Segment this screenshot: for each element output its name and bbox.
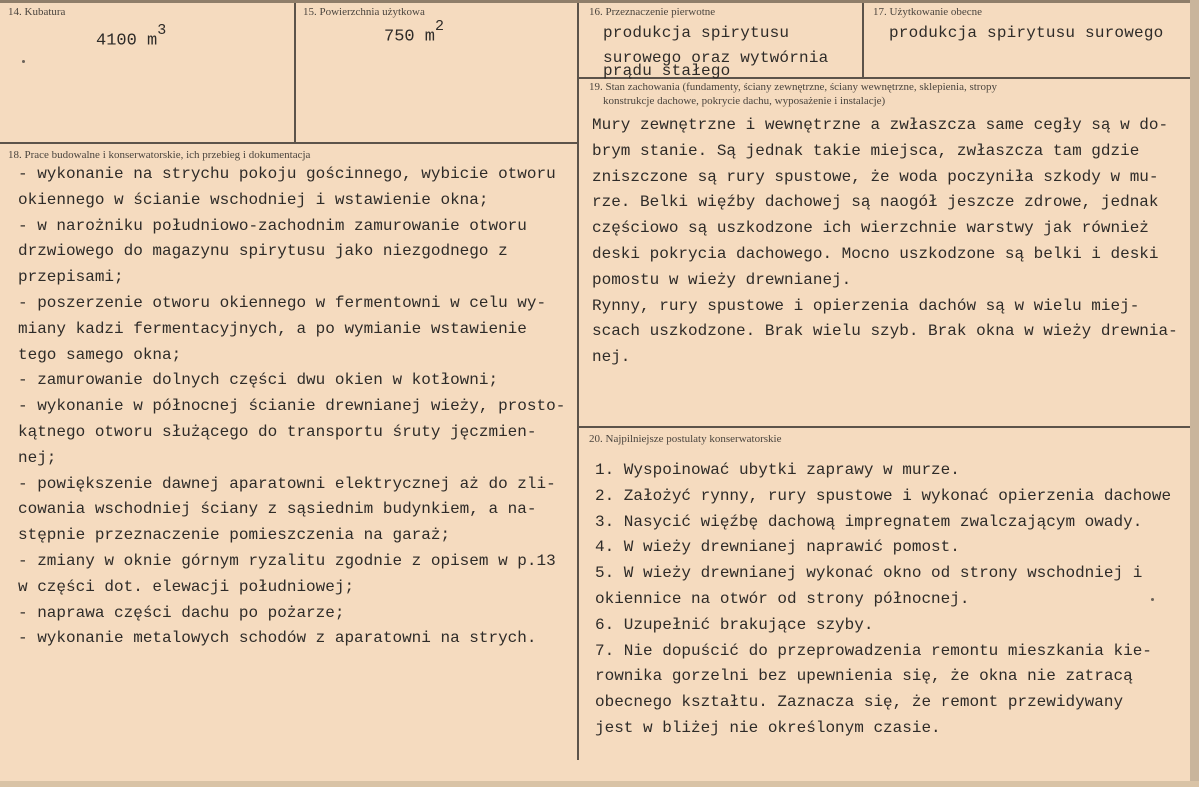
field-20-line: 5. W wieży drewnianej wykonać okno od strony wschodniej i [595, 564, 1143, 583]
field-20-line: 2. Założyć rynny, rury spustowe i wykonać opierzenia dachowe [595, 486, 1172, 505]
paper-speck [22, 60, 25, 63]
divider-f16-f17 [862, 3, 864, 78]
field-18-line: - wykonanie metalowych schodów z aparatowni na strych. [18, 629, 537, 648]
field-16-line-1: produkcja spirytusu [603, 24, 790, 42]
field-18-line: tego samego okna; [18, 345, 182, 364]
field-18-line: cowania wschodniej ściany z sąsiednim budynkiem, a na- [18, 500, 537, 519]
field-18-line: miany kadzi fermentacyjnych, a po wymianie wstawienie [18, 319, 527, 338]
field-18-line: - naprawa części dachu po pożarze; [18, 603, 345, 622]
field-18-line: - powiększenie dawnej aparatowni elektrycznej aż do zli- [18, 474, 556, 493]
field-20-line: 7. Nie dopuścić do przeprowadzenia remontu mieszkania kie- [595, 641, 1152, 660]
field-20-line: obecnego kształtu. Zaznacza się, że remont przewidywany [595, 693, 1124, 712]
card-bottom-edge [0, 781, 1199, 787]
field-18-line: przepisami; [18, 268, 124, 287]
field-20-line: 4. W wieży drewnianej naprawić pomost. [595, 538, 960, 557]
field-19-line: pomostu w wieży drewnianej. [592, 270, 852, 289]
field-19-label-line-1: 19. Stan zachowania (fundamenty, ściany zewnętrzne, ściany wewnętrzne, sklepienia, stropy [589, 81, 997, 93]
field-16-line-2: surowego oraz wytwórnia [603, 49, 829, 67]
field-19-line: częściowo są uszkodzone ich wierzchnie warstwy jak również [592, 219, 1149, 238]
field-20-line: rownika gorzelni bez upewnienia się, że okna nie zatracą [595, 667, 1133, 686]
paper-speck [1151, 598, 1154, 601]
field-18-line: - w narożniku południowo-zachodnim zamurowanie otworu [18, 216, 527, 235]
field-18-line: - poszerzenie otworu okiennego w fermentowni w celu wy- [18, 293, 547, 312]
field-18-line: okiennego w ścianie wschodniej i wstawienie okna; [18, 190, 489, 209]
field-20-line: okiennice na otwór od strony północnej. [595, 589, 970, 608]
field-19-line: deski pokrycia dachowego. Mocno uszkodzone są belki i deski [592, 244, 1159, 263]
field-14-label: 14. Kubatura [8, 6, 66, 18]
field-18-line: kątnego otworu służącego do transportu śruty jęczmien- [18, 422, 537, 441]
field-18-line: drzwiowego do magazynu spirytusu jako niezgodnego z [18, 242, 508, 261]
field-15-label: 15. Powierzchnia użytkowa [303, 6, 425, 18]
field-14-number: 4100 m [96, 31, 158, 51]
divider-main-column [577, 3, 579, 760]
field-19-line: nej. [592, 348, 631, 367]
field-19-line: zniszczone są rury spustowe, że woda poczyniła szkody w mu- [592, 167, 1159, 186]
divider-f14-f15 [294, 3, 296, 143]
field-18-text [18, 162, 565, 652]
field-15-number: 750 m [384, 27, 436, 47]
field-19-line: Mury zewnętrzne i wewnętrzne a zwłaszcza same cegły są w do- [592, 116, 1169, 134]
field-18-line: - zmiany w oknie górnym ryzalitu zgodnie z opisem w p.13 [18, 551, 556, 570]
field-19-line: rze. Belki więźby dachowej są naogół jeszcze zdrowe, jednak [592, 193, 1159, 212]
divider-top-row [0, 142, 578, 144]
field-14-value [96, 22, 167, 51]
field-17-value: produkcja spirytusu surowego [889, 24, 1164, 42]
divider-f19-f20 [578, 426, 1190, 428]
field-18-label: 18. Prace budowalne i konserwatorskie, ich przebieg i dokumentacja [8, 149, 311, 161]
field-14-exponent: 3 [157, 22, 167, 39]
field-19-text [592, 113, 1178, 371]
field-18-line: w części dot. elewacji południowej; [18, 577, 355, 596]
field-20-line: jest w bliżej nie określonym czasie. [595, 718, 941, 737]
field-15-exponent: 2 [435, 18, 445, 35]
field-18-line: nej; [18, 448, 57, 467]
field-20-label: 20. Najpilniejsze postulaty konserwatorskie [589, 433, 782, 445]
field-20-line: 1. Wyspoinować ubytki zaprawy w murze. [595, 461, 960, 479]
field-16-line-3: prądu stałego [603, 62, 731, 80]
card-top-edge [0, 0, 1199, 3]
field-17-label: 17. Użytkowanie obecne [873, 6, 983, 18]
field-19-line: Rynny, rury spustowe i opierzenia dachów są w wielu miej- [592, 296, 1140, 315]
field-20-line: 3. Nasycić więźbę dachową impregnatem zwalczającym owady. [595, 512, 1143, 531]
field-16-label: 16. Przeznaczenie pierwotne [589, 6, 716, 18]
field-19-line: brym stanie. Są jednak takie miejsca, zwłaszcza tam gdzie [592, 141, 1140, 160]
field-18-line: stępnie przeznaczenie pomieszczenia na garaż; [18, 526, 451, 545]
field-15-value [384, 18, 445, 47]
field-18-line: - wykonanie na strychu pokoju gościnnego, wybicie otworu [18, 165, 556, 183]
field-20-text [595, 458, 1171, 742]
field-20-line: 6. Uzupełnić brakujące szyby. [595, 615, 874, 634]
field-18-line: - zamurowanie dolnych części dwu okien w kotłowni; [18, 371, 499, 390]
card-right-edge [1190, 0, 1199, 787]
field-19-label-line-2: konstrukcje dachowe, pokrycie dachu, wyposażenie i instalacje) [603, 95, 886, 107]
field-18-line: - wykonanie w północnej ścianie drewnianej wieży, prosto- [18, 397, 566, 416]
field-19-line: scach uszkodzone. Brak wielu szyb. Brak okna w wieży drewnia- [592, 322, 1178, 341]
